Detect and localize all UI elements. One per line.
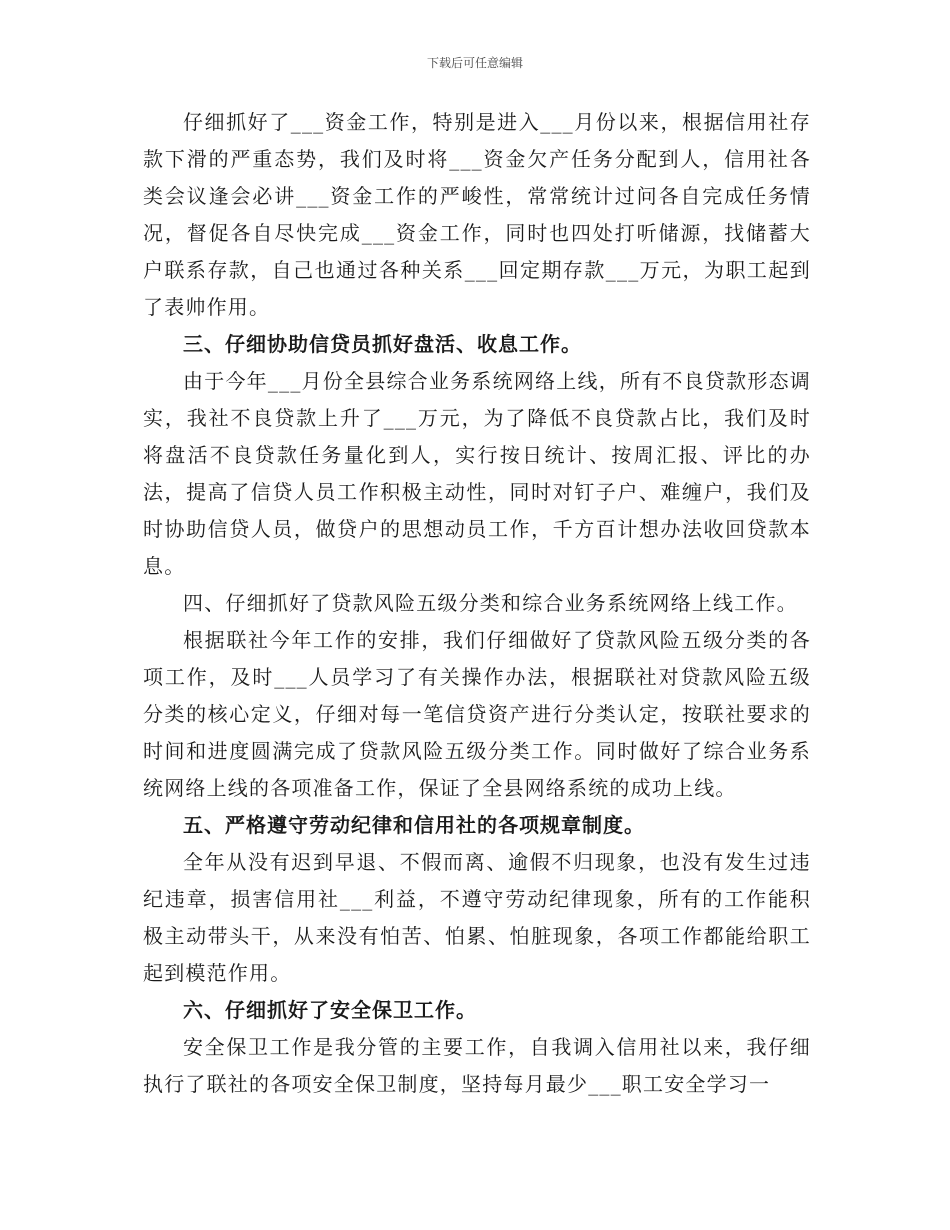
section-heading-5: 五、严格遵守劳动纪律和信用社的各项规章制度。 [183,813,645,837]
section-heading-6: 六、仔细抓好了安全保卫工作。 [183,998,477,1022]
paragraph-risk-classification: 根据联社今年工作的安排，我们仔细做好了贷款风险五级分类的各项工作，及时___人员学习了有关操作办法，根据联社对贷款风险五级分类的核心定义，仔细对每一笔信贷资产进行分类认定，按联社要求的时间和进度圆满完成了贷款风险五级分类工作。同时做好了综合业务系统网络上线的各项准备工作，保证了全县网络系统的成功上线。 [143,628,811,800]
paragraph-loan-recovery: 由于今年___月份全县综合业务系统网络上线，所有不良贷款形态调实，我社不良贷款上升了___万元，为了降低不良贷款占比，我们及时将盘活不良贷款任务量化到人，实行按日统计、按周汇报、评比的办法，提高了信贷人员工作积极主动性，同时对钉子户、难缠户，我们及时协助信贷人员，做贷户的思想动员工作，千方百计想办法收回贷款本息。 [143,369,811,578]
paragraph-security: 安全保卫工作是我分管的主要工作，自我调入信用社以来，我仔细执行了联社的各项安全保卫制度，坚持每月最少___职工安全学习一 [143,1035,811,1096]
section-heading-3: 三、仔细协助信贷员抓好盘活、收息工作。 [183,332,582,356]
paragraph-funds-work: 仔细抓好了___资金工作，特别是进入___月份以来，根据信用社存款下滑的严重态势，我们及时将___资金欠产任务分配到人，信用社各类会议逢会必讲___资金工作的严峻性，常常统计过问各自完成任务情况，督促各自尽快完成___资金工作，同时也四处打听储源，找储蓄大户联系存款，自己也通过各种关系___回定期存款___万元，为职工起到了表帅作用。 [143,110,811,319]
document-body [143,104,811,1103]
page-header-note: 下载后可任意编辑 [426,56,523,70]
section-heading-4: 四、仔细抓好了贷款风险五级分类和综合业务系统网络上线工作。 [183,591,798,615]
paragraph-discipline: 全年从没有迟到早退、不假而离、逾假不归现象，也没有发生过违纪违章，损害信用社___利益，不遵守劳动纪律现象，所有的工作能积极主动带头干，从来没有怕苦、怕累、怕脏现象，各项工作都能给职工起到模范作用。 [143,850,811,985]
